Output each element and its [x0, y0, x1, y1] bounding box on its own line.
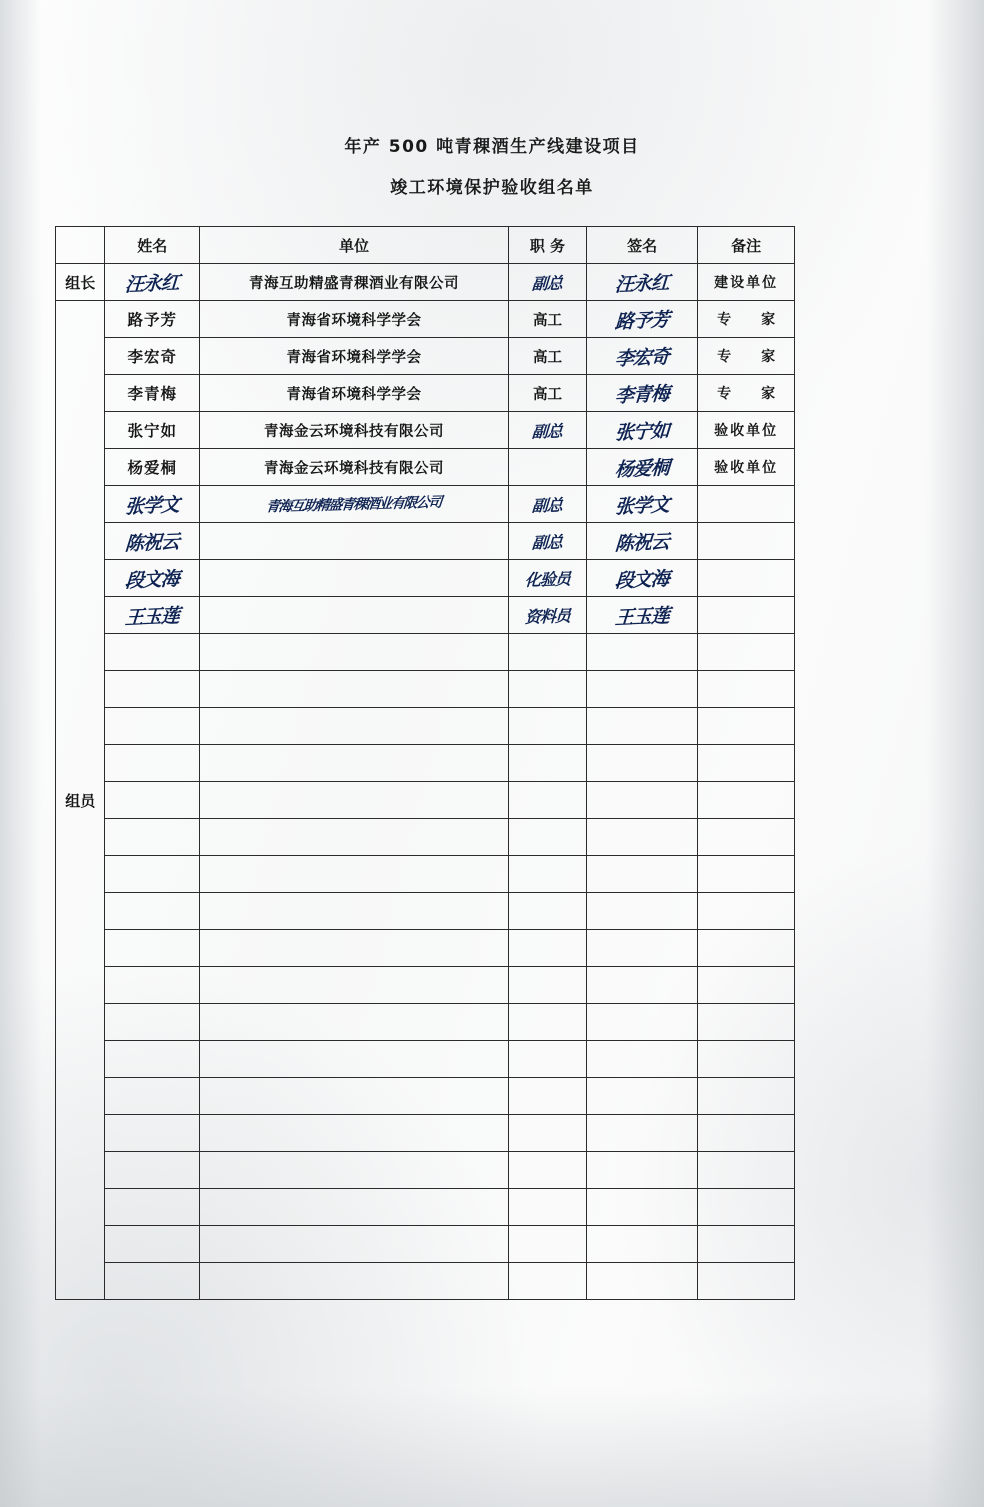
empty-signature-cell: [587, 634, 698, 671]
row-remark-text: 建设单位: [714, 275, 779, 291]
empty-name-cell: [105, 1152, 200, 1189]
row-signature-text: 张宁如: [614, 419, 670, 444]
empty-unit-cell: [200, 1226, 509, 1263]
role-leader-cell-text: 组长: [65, 273, 96, 292]
row-post-text: 副总: [531, 494, 563, 516]
table-row: [56, 412, 795, 449]
empty-signature-cell: [587, 856, 698, 893]
empty-remark-cell: [698, 782, 795, 819]
row-remark-cell: [698, 301, 795, 338]
header-unit-cell-text: 单位: [338, 236, 369, 255]
row-name-cell: [105, 264, 200, 301]
empty-signature-cell: [587, 930, 698, 967]
row-name-text: 杨爱桐: [127, 459, 177, 477]
row-unit-cell: [200, 449, 509, 486]
row-remark-cell: [698, 449, 795, 486]
verification-group-roster-table: [55, 226, 795, 1300]
row-signature-text: 李宏奇: [614, 345, 670, 370]
row-remark-text: 专 家: [717, 312, 784, 328]
row-post-text: 副总: [531, 272, 563, 294]
row-post-cell: [508, 486, 586, 523]
table-row: [56, 671, 795, 708]
row-unit-cell: [200, 523, 509, 560]
header-post-cell-text: 职 务: [529, 236, 566, 255]
row-remark-cell: [698, 560, 795, 597]
table-row: [56, 338, 795, 375]
empty-name-cell: [105, 708, 200, 745]
row-signature-cell: [587, 523, 698, 560]
empty-post-cell: [508, 1152, 586, 1189]
empty-remark-cell: [698, 1115, 795, 1152]
empty-unit-cell: [200, 893, 509, 930]
row-remark-cell: [698, 338, 795, 375]
table-row: [56, 560, 795, 597]
row-signature-cell: [587, 301, 698, 338]
row-name-cell: [105, 523, 200, 560]
empty-unit-cell: [200, 967, 509, 1004]
empty-post-cell: [508, 930, 586, 967]
empty-remark-cell: [698, 1078, 795, 1115]
empty-signature-cell: [587, 782, 698, 819]
empty-name-cell: [105, 782, 200, 819]
empty-signature-cell: [587, 1189, 698, 1226]
row-name-cell: [105, 597, 200, 634]
row-name-text: 李青梅: [127, 385, 177, 403]
empty-remark-cell: [698, 1041, 795, 1078]
empty-remark-cell: [698, 708, 795, 745]
table-row: [56, 967, 795, 1004]
table-row: [56, 856, 795, 893]
header-name-cell-text: 姓名: [137, 236, 168, 255]
role-leader-cell: [56, 264, 105, 301]
empty-signature-cell: [587, 967, 698, 1004]
row-name-cell: [105, 301, 200, 338]
row-post-cell: [508, 264, 586, 301]
document-title-line-1: 年产 500 吨青稞酒生产线建设项目: [344, 137, 640, 157]
empty-post-cell: [508, 708, 586, 745]
empty-name-cell: [105, 1004, 200, 1041]
empty-post-cell: [508, 1078, 586, 1115]
empty-unit-cell: [200, 1078, 509, 1115]
row-name-cell: [105, 486, 200, 523]
empty-name-cell: [105, 1041, 200, 1078]
row-name-text: 陈祝云: [124, 530, 180, 555]
row-name-cell: [105, 338, 200, 375]
header-role-cell: [56, 227, 105, 264]
empty-name-cell: [105, 1189, 200, 1226]
empty-remark-cell: [698, 856, 795, 893]
row-remark-cell: [698, 264, 795, 301]
row-name-text: 段文海: [124, 567, 180, 592]
row-signature-cell: [587, 264, 698, 301]
table-row: [56, 1041, 795, 1078]
row-remark-text: 验收单位: [714, 460, 779, 476]
empty-name-cell: [105, 1263, 200, 1300]
page-shadow-right: [926, 0, 984, 1507]
empty-remark-cell: [698, 1226, 795, 1263]
role-members-cell: [56, 301, 105, 1300]
empty-post-cell: [508, 1115, 586, 1152]
row-signature-cell: [587, 338, 698, 375]
table-row: [56, 375, 795, 412]
table-row: [56, 893, 795, 930]
empty-post-cell: [508, 1004, 586, 1041]
header-signature-cell: [587, 227, 698, 264]
table-row: [56, 819, 795, 856]
empty-post-cell: [508, 671, 586, 708]
row-signature-text: 陈祝云: [614, 530, 670, 555]
row-name-cell: [105, 412, 200, 449]
table-row: [56, 1115, 795, 1152]
row-post-text: 高工: [532, 349, 562, 366]
row-post-text: 高工: [532, 386, 562, 403]
empty-remark-cell: [698, 634, 795, 671]
row-remark-cell: [698, 375, 795, 412]
row-remark-cell: [698, 597, 795, 634]
table-row: [56, 301, 795, 338]
row-name-cell: [105, 560, 200, 597]
row-unit-text: 青海省环境科学学会: [286, 386, 422, 403]
row-post-text: 资料员: [524, 605, 571, 627]
empty-name-cell: [105, 856, 200, 893]
empty-post-cell: [508, 893, 586, 930]
empty-post-cell: [508, 856, 586, 893]
document-title-block: [0, 138, 984, 197]
table-row: [56, 449, 795, 486]
table-row: [56, 708, 795, 745]
empty-remark-cell: [698, 671, 795, 708]
row-post-cell: [508, 338, 586, 375]
row-signature-cell: [587, 486, 698, 523]
empty-signature-cell: [587, 893, 698, 930]
empty-signature-cell: [587, 1004, 698, 1041]
row-name-text: 李宏奇: [127, 348, 177, 366]
row-signature-text: 段文海: [614, 567, 670, 592]
row-name-text: 张学文: [124, 493, 180, 518]
page-shadow-left: [0, 0, 42, 1507]
table-row: [56, 1004, 795, 1041]
header-remark-cell: [698, 227, 795, 264]
empty-unit-cell: [200, 1115, 509, 1152]
empty-name-cell: [105, 819, 200, 856]
table-header-row: [56, 227, 795, 264]
empty-name-cell: [105, 930, 200, 967]
row-name-text: 王玉莲: [124, 604, 180, 629]
empty-unit-cell: [200, 1152, 509, 1189]
row-signature-text: 汪永红: [614, 271, 670, 296]
row-remark-cell: [698, 412, 795, 449]
empty-unit-cell: [200, 856, 509, 893]
empty-signature-cell: [587, 1078, 698, 1115]
row-name-cell: [105, 375, 200, 412]
row-name-text: 路予芳: [127, 311, 177, 329]
row-unit-cell: [200, 301, 509, 338]
row-unit-cell: [200, 597, 509, 634]
table-row: [56, 597, 795, 634]
row-unit-text: 青海金云环境科技有限公司: [263, 423, 444, 440]
row-post-cell: [508, 560, 586, 597]
empty-unit-cell: [200, 1041, 509, 1078]
empty-unit-cell: [200, 1189, 509, 1226]
empty-name-cell: [105, 967, 200, 1004]
row-unit-cell: [200, 338, 509, 375]
empty-post-cell: [508, 745, 586, 782]
empty-name-cell: [105, 1226, 200, 1263]
header-post-cell: [508, 227, 586, 264]
row-unit-text: 青海互助精盛青稞酒业有限公司: [248, 275, 459, 292]
empty-signature-cell: [587, 708, 698, 745]
row-post-cell: [508, 523, 586, 560]
row-post-cell: [508, 375, 586, 412]
empty-remark-cell: [698, 1189, 795, 1226]
row-remark-cell: [698, 523, 795, 560]
row-signature-text: 路予芳: [614, 308, 670, 333]
header-name-cell: [105, 227, 200, 264]
table-row: [56, 1263, 795, 1300]
empty-name-cell: [105, 671, 200, 708]
table-row: [56, 634, 795, 671]
empty-unit-cell: [200, 1263, 509, 1300]
empty-unit-cell: [200, 1004, 509, 1041]
empty-post-cell: [508, 819, 586, 856]
row-post-text: 副总: [531, 420, 563, 442]
role-members-cell-text: 组员: [65, 791, 96, 810]
header-remark-cell-text: 备注: [731, 236, 762, 255]
empty-unit-cell: [200, 819, 509, 856]
empty-post-cell: [508, 1263, 586, 1300]
empty-name-cell: [105, 745, 200, 782]
page-shadow-bottom: [0, 1387, 984, 1507]
empty-post-cell: [508, 634, 586, 671]
empty-unit-cell: [200, 745, 509, 782]
row-unit-text: 青海互助精盛青稞酒业有限公司: [265, 494, 443, 516]
empty-signature-cell: [587, 1041, 698, 1078]
empty-remark-cell: [698, 1152, 795, 1189]
row-remark-text: 专 家: [717, 386, 784, 402]
row-post-text: 化验员: [524, 568, 571, 590]
empty-unit-cell: [200, 782, 509, 819]
row-signature-text: 王玉莲: [614, 604, 670, 629]
row-unit-text: 青海金云环境科技有限公司: [263, 460, 444, 477]
row-signature-text: 李青梅: [614, 382, 670, 407]
empty-name-cell: [105, 1078, 200, 1115]
empty-remark-cell: [698, 1263, 795, 1300]
empty-post-cell: [508, 1226, 586, 1263]
empty-name-cell: [105, 893, 200, 930]
empty-unit-cell: [200, 634, 509, 671]
empty-remark-cell: [698, 745, 795, 782]
header-signature-cell-text: 签名: [627, 236, 658, 255]
empty-post-cell: [508, 1189, 586, 1226]
empty-signature-cell: [587, 745, 698, 782]
empty-unit-cell: [200, 930, 509, 967]
row-remark-cell: [698, 486, 795, 523]
row-post-text: 高工: [532, 312, 562, 329]
empty-unit-cell: [200, 708, 509, 745]
row-post-text: 副总: [531, 531, 563, 553]
row-post-cell: [508, 449, 586, 486]
table-row: [56, 523, 795, 560]
row-name-text: 张宁如: [127, 422, 177, 440]
table-row: [56, 1189, 795, 1226]
empty-remark-cell: [698, 1004, 795, 1041]
empty-signature-cell: [587, 819, 698, 856]
empty-remark-cell: [698, 967, 795, 1004]
row-name-text: 汪永红: [124, 271, 180, 296]
empty-name-cell: [105, 1115, 200, 1152]
table-row: [56, 486, 795, 523]
row-remark-text: 验收单位: [714, 423, 779, 439]
table-row: [56, 745, 795, 782]
empty-remark-cell: [698, 819, 795, 856]
row-signature-cell: [587, 449, 698, 486]
table-row: [56, 264, 795, 301]
empty-signature-cell: [587, 1115, 698, 1152]
row-post-cell: [508, 301, 586, 338]
empty-name-cell: [105, 634, 200, 671]
empty-signature-cell: [587, 1152, 698, 1189]
row-unit-cell: [200, 264, 509, 301]
empty-signature-cell: [587, 1226, 698, 1263]
row-unit-cell: [200, 486, 509, 523]
row-signature-text: 杨爱桐: [614, 456, 670, 481]
empty-signature-cell: [587, 1263, 698, 1300]
table-row: [56, 782, 795, 819]
table-row: [56, 1226, 795, 1263]
header-unit-cell: [200, 227, 509, 264]
row-signature-cell: [587, 375, 698, 412]
table-row: [56, 1078, 795, 1115]
row-remark-text: 专 家: [717, 349, 784, 365]
row-unit-text: 青海省环境科学学会: [286, 312, 422, 329]
row-unit-cell: [200, 560, 509, 597]
empty-post-cell: [508, 1041, 586, 1078]
row-signature-cell: [587, 560, 698, 597]
empty-remark-cell: [698, 930, 795, 967]
empty-post-cell: [508, 782, 586, 819]
row-name-cell: [105, 449, 200, 486]
row-post-cell: [508, 412, 586, 449]
empty-post-cell: [508, 967, 586, 1004]
row-unit-cell: [200, 375, 509, 412]
table-row: [56, 930, 795, 967]
row-unit-text: 青海省环境科学学会: [286, 349, 422, 366]
empty-unit-cell: [200, 671, 509, 708]
empty-remark-cell: [698, 893, 795, 930]
row-unit-cell: [200, 412, 509, 449]
empty-signature-cell: [587, 671, 698, 708]
table-row: [56, 1152, 795, 1189]
document-title-line-2: 竣工环境保护验收组名单: [390, 177, 594, 198]
row-signature-text: 张学文: [614, 493, 670, 518]
row-signature-cell: [587, 412, 698, 449]
row-post-cell: [508, 597, 586, 634]
row-signature-cell: [587, 597, 698, 634]
